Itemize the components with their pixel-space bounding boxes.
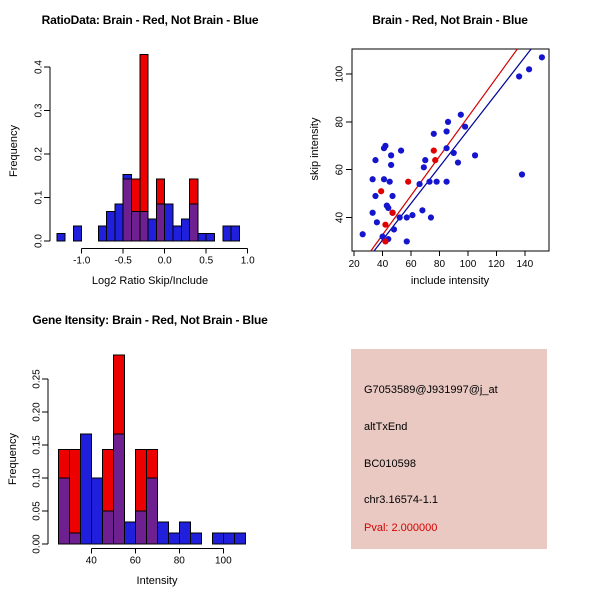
scatter-ylabel: skip intensity <box>309 117 321 181</box>
svg-text:20: 20 <box>348 259 360 270</box>
svg-text:0.20: 0.20 <box>31 402 43 422</box>
svg-text:0.2: 0.2 <box>33 147 45 161</box>
intensity-scatter-plot <box>300 0 600 300</box>
svg-text:0.4: 0.4 <box>33 60 45 74</box>
svg-text:-1.0: -1.0 <box>73 255 91 267</box>
ratio-histogram-title: RatioData: Brain - Red, Not Brain - Blue <box>41 13 259 27</box>
svg-text:100: 100 <box>459 259 477 270</box>
svg-text:60: 60 <box>334 164 346 176</box>
svg-text:0.05: 0.05 <box>31 501 43 521</box>
accession-text: BC010598 <box>364 458 416 470</box>
scatter-title: Brain - Red, Not Brain - Blue <box>372 13 528 27</box>
chromosome-location-text: chr3.16574-1.1 <box>364 494 438 506</box>
svg-text:0.0: 0.0 <box>157 255 172 267</box>
svg-text:0.1: 0.1 <box>33 190 45 205</box>
svg-text:0.3: 0.3 <box>33 103 45 118</box>
ratio-histogram-xlabel: Log2 Ratio Skip/Include <box>91 275 209 287</box>
ratio-histogram-ylabel: Frequency <box>8 125 20 177</box>
pvalue-text: Pval: 2.000000 <box>364 522 438 534</box>
ratio-histogram-plot <box>0 0 300 300</box>
svg-text:80: 80 <box>433 259 446 270</box>
svg-text:80: 80 <box>334 116 346 128</box>
svg-text:0.0: 0.0 <box>33 234 45 248</box>
scatter-xlabel: include intensity <box>410 275 490 287</box>
gene-info-box <box>351 349 547 549</box>
svg-text:0.25: 0.25 <box>31 369 43 389</box>
svg-text:60: 60 <box>405 259 417 270</box>
svg-text:100: 100 <box>214 555 232 567</box>
panel-intensity-scatter <box>300 0 600 300</box>
panel-gene-info <box>300 300 600 600</box>
svg-text:0.00: 0.00 <box>31 534 43 554</box>
svg-text:120: 120 <box>488 259 505 270</box>
svg-text:1.0: 1.0 <box>240 255 255 267</box>
probe-id-text: G7053589@J931997@j_at <box>364 384 498 396</box>
svg-text:80: 80 <box>173 555 185 567</box>
gene-histogram-plot <box>0 300 300 600</box>
svg-text:40: 40 <box>334 211 346 224</box>
svg-text:140: 140 <box>516 259 534 270</box>
svg-text:0.10: 0.10 <box>31 468 43 488</box>
svg-text:-0.5: -0.5 <box>114 255 132 267</box>
svg-text:100: 100 <box>334 65 346 83</box>
svg-text:0.15: 0.15 <box>31 435 43 455</box>
svg-text:40: 40 <box>85 555 97 567</box>
splice-type-text: altTxEnd <box>364 421 408 433</box>
gene-histogram-xlabel: Intensity <box>136 575 178 587</box>
gene-histogram-ylabel: Frequency <box>7 433 19 485</box>
panel-gene-histogram <box>0 300 300 600</box>
panel-ratio-histogram <box>0 0 300 300</box>
svg-text:60: 60 <box>129 555 141 567</box>
gene-histogram-title: Gene Itensity: Brain - Red, Not Brain - Blue <box>32 313 268 327</box>
svg-text:40: 40 <box>377 259 389 270</box>
svg-text:0.5: 0.5 <box>199 255 214 267</box>
